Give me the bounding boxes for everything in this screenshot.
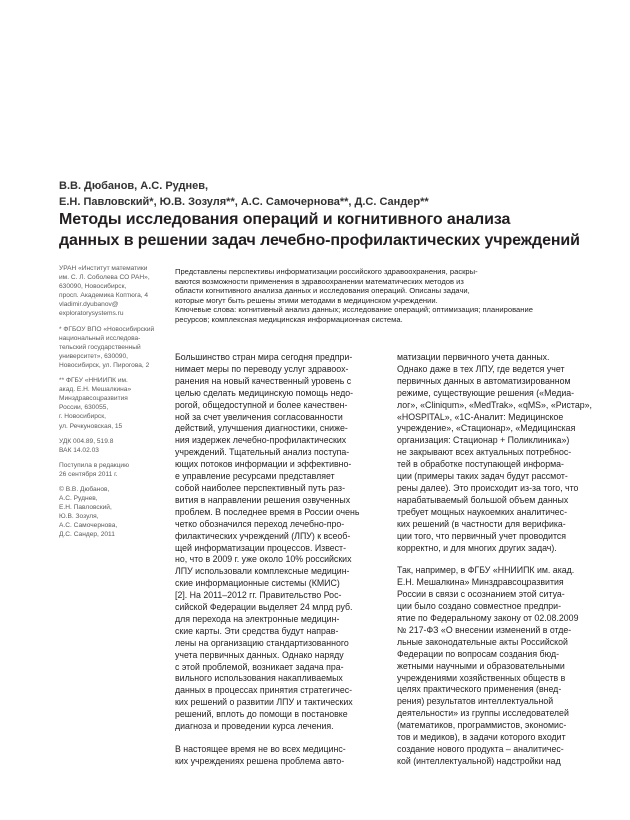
abstract-line: области когнитивного анализа данных и исследования операций. Описаны задачи,: [175, 286, 470, 295]
text-line: (математиков, программистов, экономис-: [397, 720, 567, 731]
affiliation-line: просп. Академика Коптюга, 4: [59, 292, 149, 300]
body-column-2: [397, 352, 597, 768]
text-line: [2]. На 2011–2012 гг. Правительство Рос-: [175, 590, 342, 601]
text-line: «HOSPITAL», «1С-Аналит: Медицинское: [397, 411, 564, 422]
text-line: данных в процессах принятия стратегичес-: [175, 685, 353, 696]
abstract-line: которые могут быть решены этими методами в медицинском учреждении.: [175, 295, 438, 305]
affiliation-line: им. С. Л. Соболева СО РАН»,: [59, 274, 150, 282]
text-line: рения) результатов интеллектуальной: [397, 696, 554, 707]
abstract: [175, 267, 595, 324]
affiliation-1: [59, 264, 169, 319]
text-line: целях практического применения (внед-: [397, 684, 562, 695]
text-line: не закрывают всех актуальных потребнос-: [397, 447, 572, 458]
text-line: учреждений. Тщательный анализ поступа-: [175, 447, 350, 458]
text-line: ские карты. Эти средства будут направ-: [175, 625, 339, 636]
text-line: проблем. В последнее время в России очень: [175, 506, 360, 517]
text-line: ятие по Федеральному закону от 02.08.2009: [397, 613, 579, 624]
text-line: ции (примеры таких задач будут рассмот-: [397, 471, 568, 482]
copyright-line: Е.Н. Павловский,: [59, 504, 112, 512]
text-line: льные законодательные акты Российской: [397, 636, 568, 647]
text-line: режиме, существующие решения («Медиа-: [397, 387, 575, 398]
text-line: с этой проблемой, возникает задача пра-: [175, 661, 344, 672]
text-line: ские информационные системы (КМИС): [175, 578, 340, 589]
text-line: первичных данных в автоматизированном: [397, 375, 571, 386]
text-line: ЛПУ использовали комплексные медицин-: [175, 566, 350, 577]
paragraph-4: [397, 565, 597, 767]
text-line: ции того, что первичный учет проводится: [397, 530, 567, 541]
copyright-line: А.С. Руднев,: [59, 495, 98, 503]
email-line: exploratorysystems.ru: [59, 310, 124, 318]
text-line: требует мощных наукоемких аналитичес-: [397, 506, 568, 517]
copyright-line: Д.С. Сандер, 2011: [59, 531, 115, 539]
text-line: для перехода на электронные медицин-: [175, 613, 340, 624]
text-line: организация: Стационар + Поликлиника»): [397, 435, 570, 446]
affiliation-line: * ФГБОУ ВПО «Новосибирский: [59, 325, 155, 333]
text-line: деятельности» из группы исследователей: [397, 708, 569, 719]
affiliation-line: УРАН «Институт математики: [59, 265, 148, 272]
text-line: ции было создано совместное предпри-: [397, 601, 561, 612]
copyright-line: Ю.В. Зозуля,: [59, 513, 99, 521]
copyright-line: А.С. Самочернова,: [59, 522, 118, 530]
affiliation-3: [59, 376, 169, 431]
affiliation-line: акад. Е.Н. Мешалкина»: [59, 386, 132, 394]
text-line: целью сделать медицинскую помощь недо-: [175, 387, 354, 398]
text-line: В настоящее время не во всех медицинс-: [175, 744, 346, 754]
copyright-line: © В.В. Дюбанов,: [59, 485, 110, 493]
text-line: нимает меры по переводу услуг здравоох-: [175, 363, 349, 374]
affiliation-line: 630090, Новосибирск,: [59, 283, 127, 291]
text-line: сийской Федерации выделяет 24 млрд руб.: [175, 602, 353, 613]
keywords-line: ресурсов; комплексная медицинская информационная система.: [175, 314, 403, 324]
text-line: филактических учреждений (ЛПУ) к всеоб-: [175, 530, 351, 541]
vak-code: ВАК 14.02.03: [59, 446, 99, 454]
text-line: ранения на новый качественный уровень с: [175, 375, 352, 386]
affiliation-2: [59, 325, 169, 370]
text-line: вития в направлении решения озвученных: [175, 494, 351, 505]
text-line: действий, улучшения диагностики, сниже-: [175, 423, 348, 434]
sidebar: [59, 264, 169, 546]
affiliation-line: ул. Речкуновская, 15: [59, 422, 123, 430]
received-date: [59, 461, 169, 479]
text-line: лены на организацию стандартизованного: [175, 637, 349, 648]
text-line: матизации первичного учета данных.: [397, 352, 550, 362]
affiliation-line: тельский государственный: [59, 343, 141, 351]
udk-code: УДК 004.89, 519.8: [59, 437, 114, 445]
body-column-1: [175, 352, 375, 768]
text-line: рены далее). Это происходит из-за того, что: [397, 482, 579, 493]
text-line: диагноза и проведении курса лечения.: [175, 721, 334, 732]
received-line: Поступила в редакцию: [59, 461, 130, 469]
email-line: vladimir.dyubanov@: [59, 301, 119, 309]
copyright: [59, 485, 169, 540]
text-line: России в связи с осознанием этой ситуа-: [397, 589, 565, 600]
affiliation-line: Минздравсоцразвития: [59, 395, 128, 403]
article-title: [59, 210, 599, 251]
text-line: корректно, и для многих других задач).: [397, 542, 557, 553]
paragraph-3: [397, 352, 597, 554]
keywords-line: Ключевые слова: когнитивный анализ данных; исследование операций; оптимизация; планирование: [175, 305, 533, 314]
text-line: лог», «Cliniqum», «MedTrak», «qMS», «Ристар»,: [397, 399, 592, 410]
text-line: ной за счет увеличения согласованности: [175, 411, 343, 422]
affiliation-line: национальный исследова-: [59, 334, 141, 342]
text-line: ких решений (в частности для верифика-: [397, 518, 566, 529]
affiliation-line: ** ФГБУ «ННИИПК им.: [59, 377, 128, 385]
text-line: Е.Н. Мешалкина» Минздравсоцразвития: [397, 577, 564, 588]
text-line: учреждение», «Стационар», «Медицинская: [397, 423, 576, 434]
affiliation-line: г. Новосибирск,: [59, 413, 106, 421]
affiliation-line: России, 630055,: [59, 404, 109, 412]
text-line: е управление ресурсами представляет: [175, 471, 335, 482]
authors-line-2: Е.Н. Павловский*, Ю.В. Зозуля**, А.С. Самочернова**, Д.С. Сандер**: [59, 196, 429, 208]
text-line: щей информатизации процессов. Извест-: [175, 542, 347, 553]
paragraph-1: [175, 352, 375, 733]
text-line: ких решений о развитии ЛПУ и тактических: [175, 697, 353, 708]
received-line: 26 сентября 2011 г.: [59, 470, 118, 478]
text-line: четко обозначился переход лечебно-про-: [175, 518, 345, 529]
text-line: но, что в 2009 г. уже около 10% российских: [175, 554, 352, 565]
text-line: ющих потоков информации и эффективно-: [175, 459, 352, 470]
text-line: кой (интеллектуальной) надстройки над: [397, 755, 561, 766]
text-line: нарабатываемый большой объем данных: [397, 494, 569, 505]
paragraph-2: [175, 744, 375, 768]
text-line: решений, вплоть до помощи в постановке: [175, 709, 348, 720]
classification-codes: [59, 437, 169, 455]
authors-line-1: В.В. Дюбанов, А.С. Руднев,: [59, 180, 209, 192]
text-line: Однако даже в тех ЛПУ, где ведется учет: [397, 363, 565, 374]
text-line: Большинство стран мира сегодня предпри-: [175, 352, 353, 362]
text-line: учреждениями хозяйственных обществ в: [397, 672, 566, 683]
text-line: вильного использования накапливаемых: [175, 673, 343, 684]
authors: [59, 178, 579, 210]
abstract-line: Представлены перспективы информатизации российского здравоохранения, раскры-: [175, 267, 478, 276]
abstract-line: ваются возможности применения в здравоохранении математических методов из: [175, 276, 464, 286]
text-line: жетными научными и образовательными: [397, 660, 565, 671]
text-line: собой наиболее перспективный путь раз-: [175, 482, 346, 493]
title-line-1: Методы исследования операций и когнитивного анализа: [59, 211, 511, 228]
text-line: Так, например, в ФГБУ «ННИИПК им. акад.: [397, 565, 575, 576]
text-line: Федерации по вопросам создания бюд-: [397, 648, 560, 659]
text-line: тей в обработке поступающей информа-: [397, 459, 564, 470]
text-line: № 217-ФЗ «О внесении изменений в отде-: [397, 624, 572, 635]
text-line: тов и медиков), в задачи которого входит: [397, 732, 566, 743]
affiliation-line: Новосибирск, ул. Пирогова, 2: [59, 361, 150, 369]
text-line: учета первичных данных. Однако наряду: [175, 649, 344, 660]
text-line: рогой, общедоступной и более качествен-: [175, 399, 348, 410]
text-line: ния издержек лечебно-профилактических: [175, 435, 347, 446]
affiliation-line: университет», 630090,: [59, 352, 128, 360]
text-line: создание нового продукта – аналитичес-: [397, 744, 564, 754]
title-line-2: данных в решении задач лечебно-профилактических учреждений: [59, 231, 580, 249]
text-line: ких учреждениях решена проблема авто-: [175, 755, 345, 766]
